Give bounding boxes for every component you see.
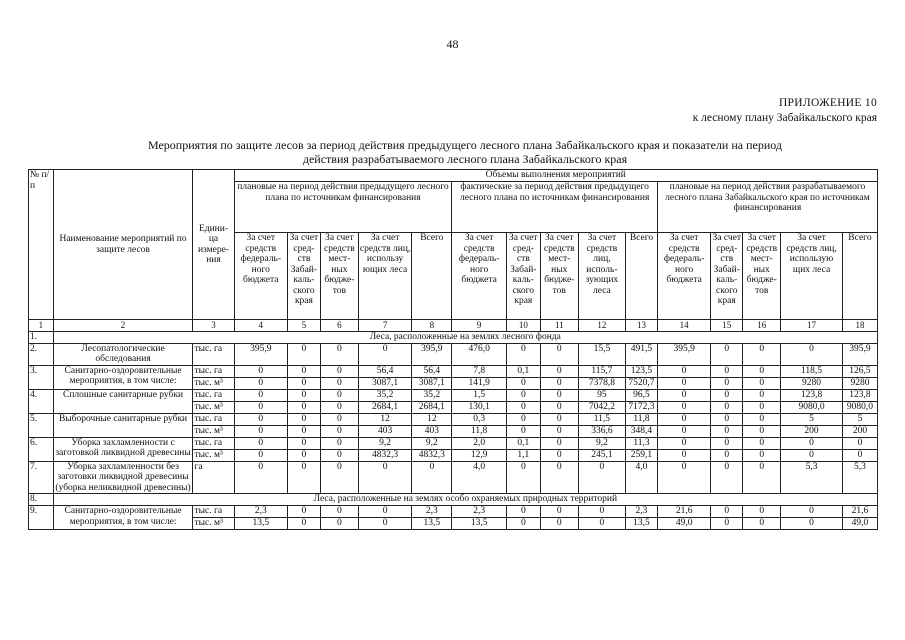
row-value: 13,5 <box>234 518 287 530</box>
row-value: 56,4 <box>412 365 452 377</box>
row-value: 0 <box>842 437 877 449</box>
row-value: 0 <box>320 401 358 413</box>
row-value: 0 <box>540 377 578 389</box>
column-number: 15 <box>711 320 743 332</box>
section-number: 8. <box>29 494 54 506</box>
row-value: 0 <box>412 461 452 494</box>
row-value: 141,9 <box>452 377 506 389</box>
row-number: 4. <box>29 389 54 413</box>
row-value: 123,5 <box>626 365 658 377</box>
row-value: 0 <box>234 413 287 425</box>
row-value: 0 <box>287 365 320 377</box>
row-value: 0 <box>506 518 540 530</box>
row-activity-name: Сплошные санитарные рубки <box>53 389 193 413</box>
column-number: 8 <box>412 320 452 332</box>
header-sub-future-3: За счет средств мест-ных бюдже-тов <box>743 233 781 320</box>
row-value: 0 <box>320 389 358 401</box>
section-title: Леса, расположенные на землях лесного фонда <box>53 331 877 343</box>
column-number: 16 <box>743 320 781 332</box>
row-unit: тыс. м³ <box>193 401 234 413</box>
row-value: 9,2 <box>412 437 452 449</box>
row-value: 200 <box>842 425 877 437</box>
column-number: 10 <box>506 320 540 332</box>
row-value: 9,2 <box>578 437 625 449</box>
row-value: 11,8 <box>626 413 658 425</box>
row-value: 2,3 <box>234 506 287 518</box>
document-title <box>100 138 830 166</box>
row-value: 0 <box>781 343 843 365</box>
row-value: 0 <box>657 437 710 449</box>
header-sub-actual-3: За счет средств мест-ных бюдже-тов <box>540 233 578 320</box>
row-value: 4,0 <box>452 461 506 494</box>
row-value: 0 <box>743 437 781 449</box>
row-value: 0 <box>320 449 358 461</box>
row-value: 0 <box>287 506 320 518</box>
row-value: 0 <box>506 461 540 494</box>
header-sub-planned-5: Всего <box>412 233 452 320</box>
row-value: 21,6 <box>657 506 710 518</box>
header-sub-future-1: За счет средств федераль-ного бюджета <box>657 233 710 320</box>
row-value: 4832,3 <box>412 449 452 461</box>
row-value: 0 <box>657 413 710 425</box>
table-row <box>29 506 878 518</box>
column-number: 3 <box>193 320 234 332</box>
column-number: 12 <box>578 320 625 332</box>
row-value: 0 <box>657 401 710 413</box>
row-unit: тыс. га <box>193 437 234 449</box>
row-value: 0 <box>657 449 710 461</box>
row-value: 3087,1 <box>358 377 411 389</box>
row-value: 0 <box>234 449 287 461</box>
row-value: 5,3 <box>781 461 843 494</box>
header-sub-future-2: За счет сред-ств Забай-каль-ского края <box>711 233 743 320</box>
row-value: 0 <box>287 449 320 461</box>
row-number: 7. <box>29 461 54 494</box>
row-value: 0 <box>743 401 781 413</box>
row-value: 0 <box>287 413 320 425</box>
row-unit: тыс. га <box>193 343 234 365</box>
column-number: 11 <box>540 320 578 332</box>
row-number: 3. <box>29 365 54 389</box>
row-value: 0 <box>506 413 540 425</box>
row-value: 0 <box>506 506 540 518</box>
row-value: 0 <box>657 377 710 389</box>
row-number: 2. <box>29 343 54 365</box>
row-activity-name: Санитарно-оздоровительные мероприятия, в том числе: <box>53 365 193 389</box>
row-value: 0 <box>234 365 287 377</box>
row-value: 9080,0 <box>781 401 843 413</box>
row-value: 11,8 <box>452 425 506 437</box>
row-value: 259,1 <box>626 449 658 461</box>
row-value: 0,3 <box>452 413 506 425</box>
column-number: 13 <box>626 320 658 332</box>
row-value: 395,9 <box>842 343 877 365</box>
row-value: 0 <box>234 425 287 437</box>
row-value: 0 <box>320 377 358 389</box>
row-value: 2,0 <box>452 437 506 449</box>
header-sub-actual-1: За счет средств федераль-ного бюджета <box>452 233 506 320</box>
row-value: 35,2 <box>412 389 452 401</box>
row-value: 0 <box>781 449 843 461</box>
header-group-actual: фактические за период действия предыдущего лесного плана по источникам финансирования <box>452 182 658 233</box>
header-sub-planned-4: За счет средств лиц, использу ющих леса <box>358 233 411 320</box>
row-value: 21,6 <box>842 506 877 518</box>
row-value: 403 <box>358 425 411 437</box>
row-value: 0,1 <box>506 365 540 377</box>
row-value: 0 <box>358 343 411 365</box>
row-value: 7378,8 <box>578 377 625 389</box>
row-value: 491,5 <box>626 343 658 365</box>
row-value: 0 <box>657 461 710 494</box>
row-value: 0 <box>320 365 358 377</box>
row-unit: тыс. га <box>193 413 234 425</box>
row-value: 2684,1 <box>358 401 411 413</box>
section-number: 1. <box>29 331 54 343</box>
forest-protection-table <box>28 169 878 530</box>
row-activity-name: Уборка захламленности без заготовки ликвидной древесины (уборка неликвидной древесины) <box>53 461 193 494</box>
row-value: 0 <box>358 506 411 518</box>
column-number: 1 <box>29 320 54 332</box>
row-value: 11,5 <box>578 413 625 425</box>
header-group-future: плановые на период действия разрабатываемого лесного плана Забайкальского края по источникам финансирования <box>657 182 877 233</box>
row-value: 0 <box>540 413 578 425</box>
column-number: 9 <box>452 320 506 332</box>
row-value: 0 <box>287 437 320 449</box>
header-sub-future-4: За счет средств лиц, использую щих леса <box>781 233 843 320</box>
row-unit: га <box>193 461 234 494</box>
row-unit: тыс. м³ <box>193 377 234 389</box>
row-value: 336,6 <box>578 425 625 437</box>
row-value: 49,0 <box>842 518 877 530</box>
row-value: 0 <box>358 461 411 494</box>
row-value: 9280 <box>842 377 877 389</box>
row-value: 2,3 <box>412 506 452 518</box>
row-value: 0 <box>743 377 781 389</box>
row-value: 7042,2 <box>578 401 625 413</box>
row-unit: тыс. га <box>193 506 234 518</box>
header-sub-planned-3: За счет средств мест-ных бюдже-тов <box>320 233 358 320</box>
row-value: 0 <box>711 461 743 494</box>
row-value: 2684,1 <box>412 401 452 413</box>
header-group-planned: плановые на период действия предыдущего лесного плана по источникам финансирования <box>234 182 452 233</box>
header-sub-actual-2: За счет сред-ств Забай-каль-ского края <box>506 233 540 320</box>
column-number: 14 <box>657 320 710 332</box>
row-value: 35,2 <box>358 389 411 401</box>
row-value: 0 <box>578 506 625 518</box>
row-value: 0 <box>358 518 411 530</box>
column-number: 17 <box>781 320 843 332</box>
row-value: 0 <box>234 389 287 401</box>
row-value: 0 <box>781 518 843 530</box>
table-row <box>29 343 878 365</box>
header-unit: Едини-ца измере-ния <box>193 170 234 320</box>
row-value: 0 <box>743 518 781 530</box>
appendix-caption <box>693 96 877 126</box>
row-value: 56,4 <box>358 365 411 377</box>
row-value: 4832,3 <box>358 449 411 461</box>
row-value: 12 <box>358 413 411 425</box>
row-value: 0 <box>711 506 743 518</box>
row-value: 0 <box>743 365 781 377</box>
row-value: 1,1 <box>506 449 540 461</box>
row-value: 0 <box>506 425 540 437</box>
row-value: 395,9 <box>234 343 287 365</box>
row-value: 0 <box>711 401 743 413</box>
row-value: 4,0 <box>626 461 658 494</box>
row-value: 0 <box>743 343 781 365</box>
column-number: 5 <box>287 320 320 332</box>
document-title-line-2: действия разрабатываемого лесного плана Забайкальского края <box>302 152 628 166</box>
row-value: 118,5 <box>781 365 843 377</box>
row-value: 0 <box>540 506 578 518</box>
row-value: 0 <box>842 449 877 461</box>
row-value: 476,0 <box>452 343 506 365</box>
row-unit: тыс. га <box>193 389 234 401</box>
row-value: 0 <box>320 413 358 425</box>
row-value: 0 <box>234 401 287 413</box>
row-value: 0 <box>578 518 625 530</box>
row-value: 0 <box>657 365 710 377</box>
row-value: 0 <box>287 425 320 437</box>
row-value: 123,8 <box>842 389 877 401</box>
column-number: 4 <box>234 320 287 332</box>
row-number: 5. <box>29 413 54 437</box>
row-value: 0 <box>320 518 358 530</box>
row-value: 0 <box>506 401 540 413</box>
row-value: 0 <box>540 518 578 530</box>
appendix-subtitle: к лесному плану Забайкальского края <box>692 112 877 124</box>
row-value: 11,3 <box>626 437 658 449</box>
row-unit: тыс. га <box>193 365 234 377</box>
row-value: 0 <box>506 389 540 401</box>
row-value: 1,5 <box>452 389 506 401</box>
row-value: 0 <box>287 401 320 413</box>
section-row <box>29 331 878 343</box>
row-value: 0 <box>540 449 578 461</box>
row-value: 395,9 <box>657 343 710 365</box>
row-value: 7520,7 <box>626 377 658 389</box>
row-value: 0,1 <box>506 437 540 449</box>
row-value: 0 <box>506 377 540 389</box>
row-value: 5,3 <box>842 461 877 494</box>
row-value: 0 <box>540 461 578 494</box>
row-value: 123,8 <box>781 389 843 401</box>
row-activity-name: Лесопатологические обследования <box>53 343 193 365</box>
row-value: 0 <box>540 401 578 413</box>
row-value: 9280 <box>781 377 843 389</box>
row-number: 6. <box>29 437 54 461</box>
table-row <box>29 437 878 449</box>
row-value: 0 <box>711 449 743 461</box>
row-value: 0 <box>711 425 743 437</box>
row-activity-name: Выборочные санитарные рубки <box>53 413 193 437</box>
row-value: 0 <box>578 461 625 494</box>
row-value: 200 <box>781 425 843 437</box>
column-number: 6 <box>320 320 358 332</box>
header-sub-planned-1: За счет средств федераль-ного бюджета <box>234 233 287 320</box>
row-value: 0 <box>320 506 358 518</box>
header-name: Наименование мероприятий по защите лесов <box>53 170 193 320</box>
header-sub-actual-4: За счет средств лиц, исполь-зующих леса <box>578 233 625 320</box>
row-value: 0 <box>711 377 743 389</box>
row-value: 0 <box>711 365 743 377</box>
row-value: 0 <box>743 425 781 437</box>
row-activity-name: Санитарно-оздоровительные мероприятия, в том числе: <box>53 506 193 530</box>
row-value: 0 <box>711 389 743 401</box>
row-value: 130,1 <box>452 401 506 413</box>
row-value: 115,7 <box>578 365 625 377</box>
row-value: 3087,1 <box>412 377 452 389</box>
row-value: 0 <box>320 461 358 494</box>
row-value: 0 <box>540 437 578 449</box>
row-value: 0 <box>711 518 743 530</box>
row-value: 5 <box>842 413 877 425</box>
table-row <box>29 389 878 401</box>
row-value: 96,5 <box>626 389 658 401</box>
row-value: 0 <box>743 413 781 425</box>
row-value: 13,5 <box>626 518 658 530</box>
row-value: 0 <box>234 437 287 449</box>
row-value: 245,1 <box>578 449 625 461</box>
row-value: 7172,3 <box>626 401 658 413</box>
header-sub-planned-2: За счет сред-ств Забай-каль-ского края <box>287 233 320 320</box>
section-title: Леса, расположенные на землях особо охраняемых природных территорий <box>53 494 877 506</box>
row-value: 0 <box>320 343 358 365</box>
row-value: 0 <box>540 389 578 401</box>
row-value: 2,3 <box>452 506 506 518</box>
row-activity-name: Уборка захламленности с заготовкой ликвидной древесины <box>53 437 193 461</box>
row-value: 0 <box>743 506 781 518</box>
row-value: 12 <box>412 413 452 425</box>
row-unit: тыс. м³ <box>193 425 234 437</box>
row-value: 0 <box>540 343 578 365</box>
row-value: 0 <box>287 461 320 494</box>
row-value: 0 <box>287 377 320 389</box>
column-number: 2 <box>53 320 193 332</box>
header-sub-future-5: Всего <box>842 233 877 320</box>
row-value: 0 <box>320 437 358 449</box>
row-value: 126,5 <box>842 365 877 377</box>
row-value: 0 <box>234 377 287 389</box>
header-volumes: Объемы выполнения мероприятий <box>234 170 877 182</box>
header-sub-actual-5: Всего <box>626 233 658 320</box>
row-value: 0 <box>743 461 781 494</box>
row-value: 0 <box>234 461 287 494</box>
row-unit: тыс. м³ <box>193 518 234 530</box>
row-value: 13,5 <box>452 518 506 530</box>
row-value: 0 <box>781 437 843 449</box>
row-value: 49,0 <box>657 518 710 530</box>
row-value: 348,4 <box>626 425 658 437</box>
row-value: 0 <box>657 389 710 401</box>
row-value: 12,9 <box>452 449 506 461</box>
row-value: 95 <box>578 389 625 401</box>
row-value: 0 <box>657 425 710 437</box>
row-value: 15,5 <box>578 343 625 365</box>
header-number: № п/п <box>29 170 54 320</box>
table-row <box>29 461 878 494</box>
row-value: 0 <box>287 518 320 530</box>
column-number: 18 <box>842 320 877 332</box>
row-value: 0 <box>711 413 743 425</box>
row-value: 0 <box>506 343 540 365</box>
row-value: 7,8 <box>452 365 506 377</box>
row-value: 9080,0 <box>842 401 877 413</box>
row-value: 9,2 <box>358 437 411 449</box>
row-value: 2,3 <box>626 506 658 518</box>
row-value: 0 <box>540 365 578 377</box>
row-number: 9. <box>29 506 54 530</box>
row-value: 395,9 <box>412 343 452 365</box>
appendix-title: ПРИЛОЖЕНИЕ 10 <box>778 97 877 109</box>
row-value: 5 <box>781 413 843 425</box>
row-value: 0 <box>781 506 843 518</box>
table-row <box>29 413 878 425</box>
row-value: 0 <box>287 389 320 401</box>
column-number: 7 <box>358 320 411 332</box>
row-value: 0 <box>711 437 743 449</box>
row-value: 13,5 <box>412 518 452 530</box>
row-value: 0 <box>743 449 781 461</box>
row-unit: тыс. м³ <box>193 449 234 461</box>
table-row <box>29 365 878 377</box>
section-row <box>29 494 878 506</box>
row-value: 0 <box>540 425 578 437</box>
row-value: 0 <box>743 389 781 401</box>
row-value: 403 <box>412 425 452 437</box>
page-number: 48 <box>446 37 459 51</box>
row-value: 0 <box>287 343 320 365</box>
row-value: 0 <box>711 343 743 365</box>
document-title-line-1: Мероприятия по защите лесов за период действия предыдущего лесного плана Забайкальского края и показатели на период <box>147 138 783 152</box>
row-value: 0 <box>320 425 358 437</box>
